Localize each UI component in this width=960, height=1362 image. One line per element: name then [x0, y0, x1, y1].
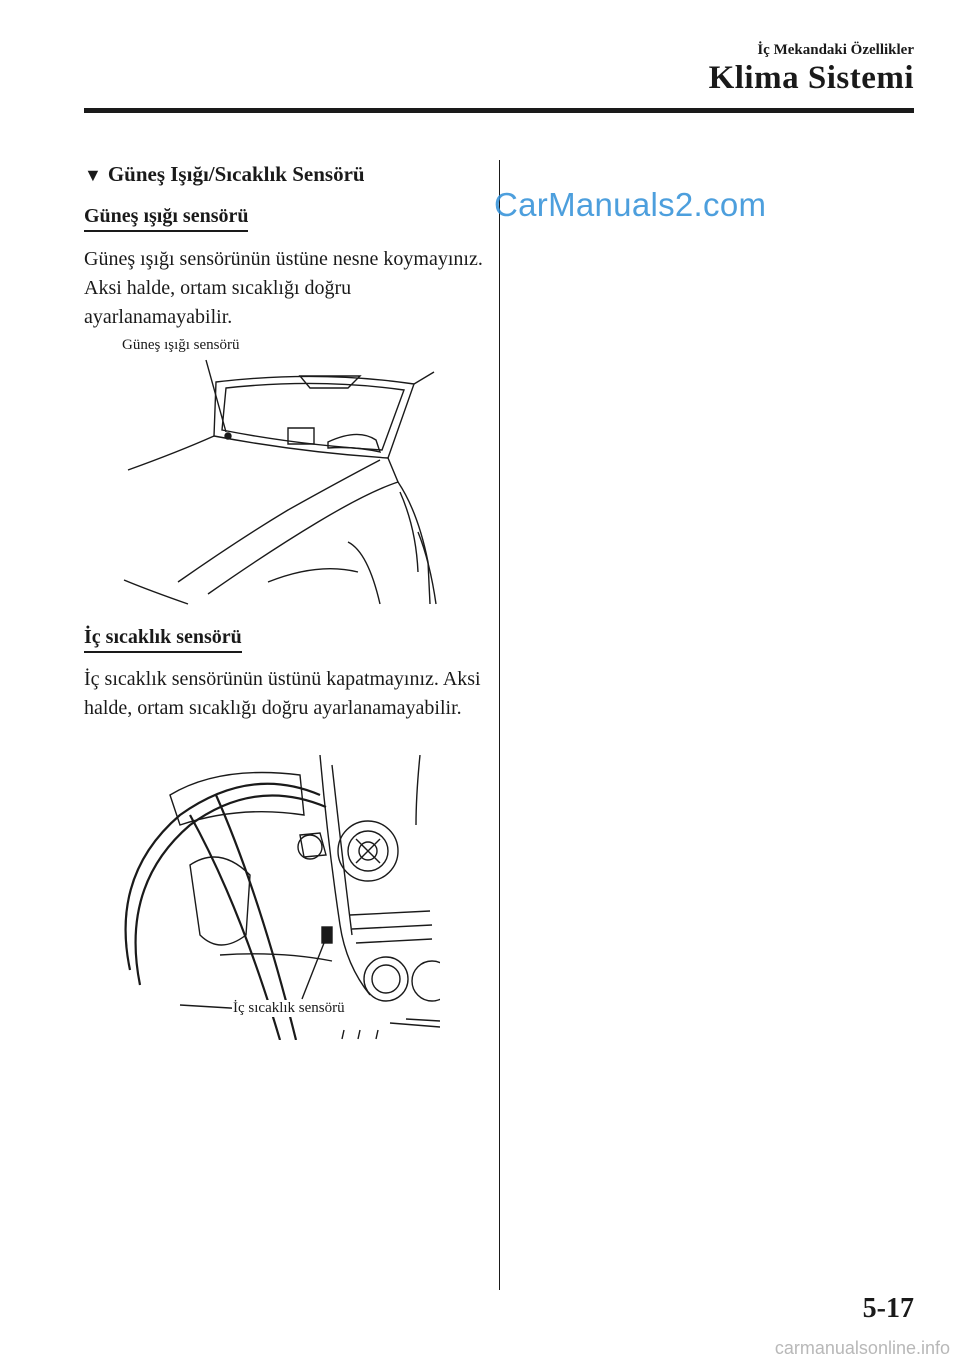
- watermark-link[interactable]: CarManuals2.com: [494, 186, 767, 223]
- page-number: 5-17: [862, 1293, 914, 1324]
- sun-sensor-subheading: Güneş ışığı sensörü: [84, 205, 248, 232]
- header-title: Klima Sistemi: [708, 60, 914, 96]
- section-heading-text: Güneş Işığı/Sıcaklık Sensörü: [107, 162, 365, 186]
- sun-sensor-callout: Güneş ışığı sensörü: [122, 337, 240, 353]
- temp-sensor-body: İç sıcaklık sensörünün üstünü kapatmayınız. Aksi halde, ortam sıcaklığı doğru ayarlanamayabilir.: [84, 668, 481, 719]
- sun-sensor-body: Güneş ışığı sensörünün üstüne nesne koymayınız. Aksi halde, ortam sıcaklığı doğru ayarlanamayabilir.: [84, 248, 483, 328]
- section-heading: [84, 162, 365, 187]
- header-section-label: İç Mekandaki Özellikler: [757, 42, 914, 58]
- temp-sensor-subheading: İç sıcaklık sensörü: [84, 626, 242, 653]
- triangle-marker-icon: ▼: [84, 165, 102, 185]
- header-rule: [84, 108, 914, 113]
- temp-sensor-illustration: [120, 755, 440, 1040]
- sun-sensor-illustration: [118, 332, 440, 610]
- footer-watermark-link[interactable]: carmanualsonline.info: [774, 1338, 950, 1358]
- column-divider: [499, 160, 500, 1290]
- temp-sensor-callout: İç sıcaklık sensörü: [233, 1000, 345, 1016]
